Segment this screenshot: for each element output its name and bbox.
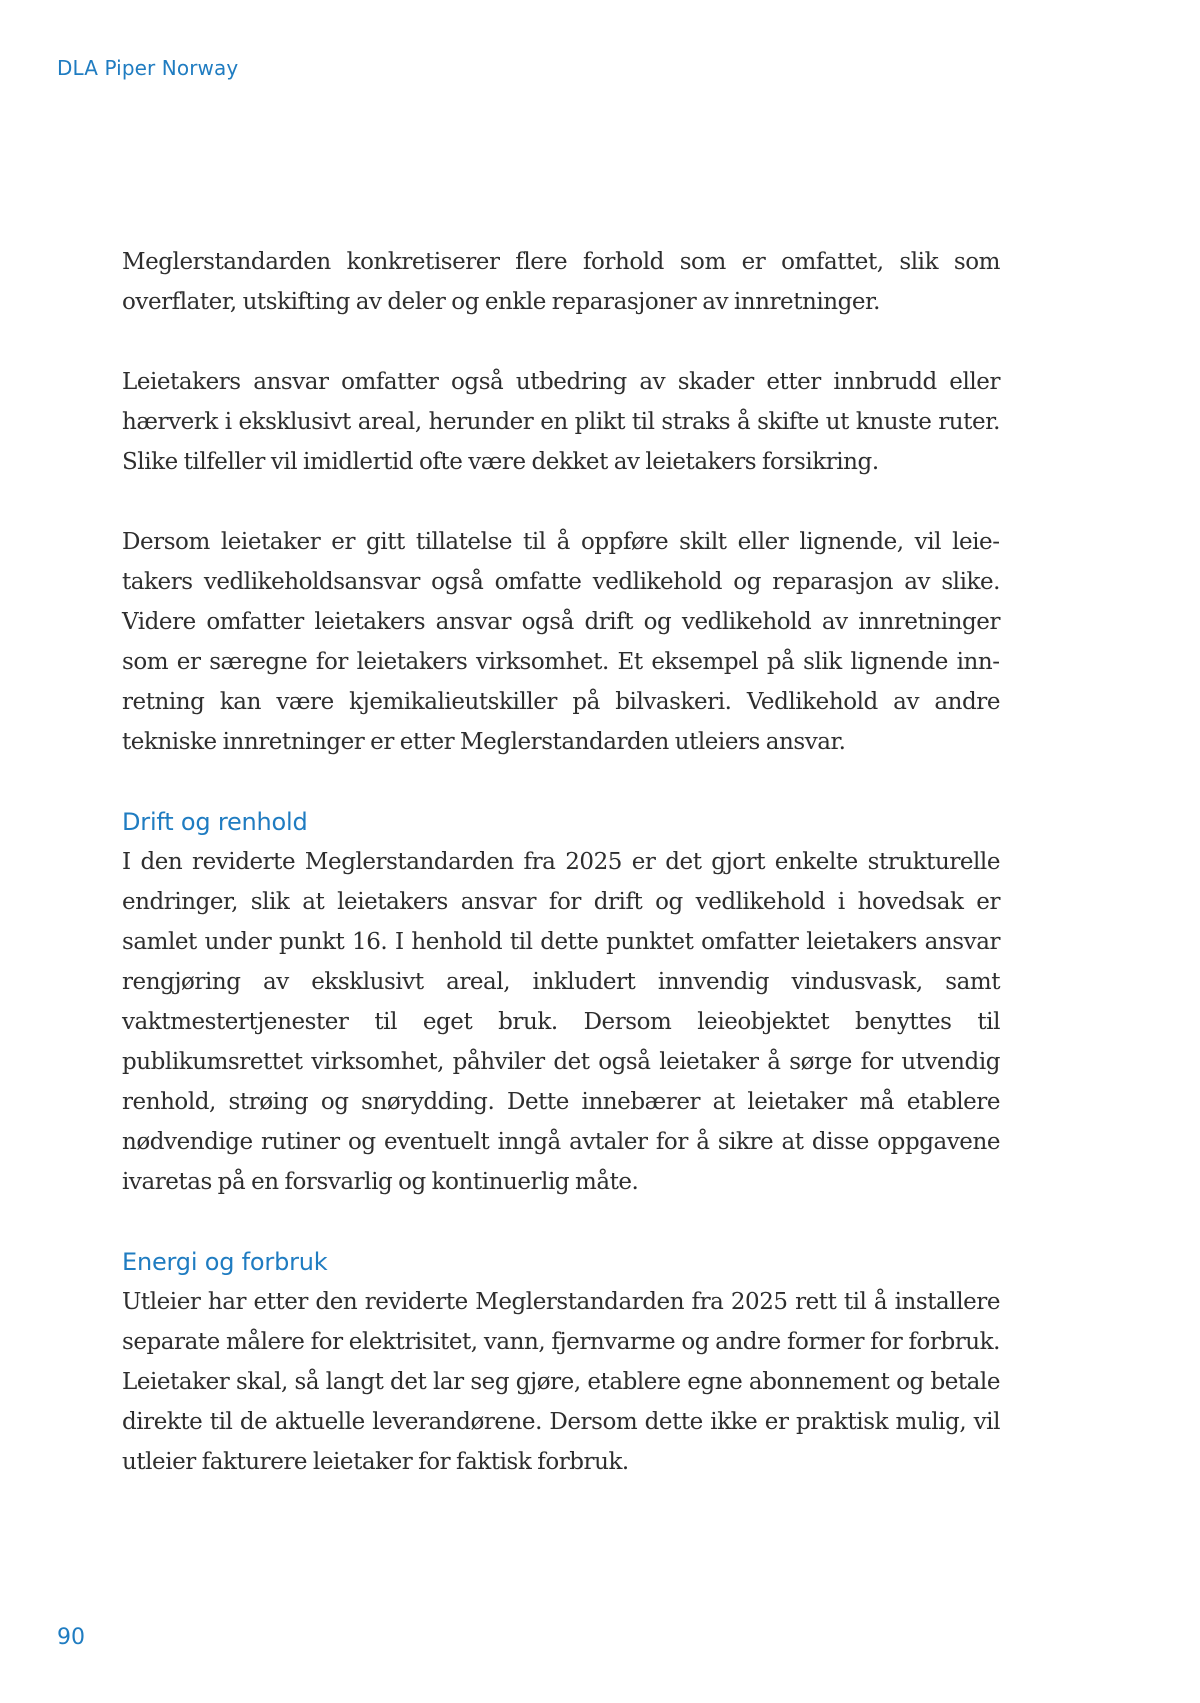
page-body [122, 242, 1000, 1522]
section-heading-energi-og-forbruk: Energi og forbruk [122, 1248, 328, 1276]
running-header: DLA Piper Norway [57, 56, 239, 80]
page-number: 90 [57, 1625, 85, 1650]
body-paragraph: Dersom leietaker er gitt tillatelse til å oppføre skilt eller lignende, vil leietakers vedlikeholdsansvar også omfatte vedlikehold og reparasjon av slike. Videre omfatter leietakers ansvar også drift og vedlikehold av innretninger som er særegne for leietakers virksomhet. Et eksempel på slik lignende innretning kan være kjemikalieutskiller på bilvaskeri. Vedlikehold av andre tekniske innretninger er etter Meglerstandarden utleiers ansvar. [122, 529, 1000, 755]
section-paragraph: I den reviderte Meglerstandarden fra 2025 er det gjort enkelte strukturelle endringer, slik at leietakers ansvar for drift og vedlikehold i hovedsak er samlet under punkt 16. I henhold til dette punktet omfatter leietakers ansvar rengjøring av eksklusivt areal, inkludert innvendig vindusvask, samt vaktmestertjenester til eget bruk. Dersom leieobjektet benyttes til publikumsrettet virksomhet, påhviler det også leietaker å sørge for utvendig renhold, strøing og snørydding. Dette innebærer at leietaker må etablere nødvendige rutiner og eventuelt inngå avtaler for å sikre at disse oppgavene ivaretas på en forsvarlig og kontinuerlig måte. [122, 849, 1000, 1195]
body-paragraph: Meglerstandarden konkretiserer flere forhold som er omfattet, slik som overflater, utskifting av deler og enkle reparasjoner av innretninger. [122, 249, 1000, 315]
section-paragraph: Utleier har etter den reviderte Meglerstandarden fra 2025 rett til å installere separate målere for elektrisitet, vann, fjernvarme og andre former for forbruk. Leietaker skal, så langt det lar seg gjøre, etablere egne abonnement og betale direkte til de aktuelle leverandørene. Dersom dette ikke er praktisk mulig, vil utleier fakturere leietaker for faktisk forbruk. [122, 1289, 1000, 1475]
body-paragraph: Leietakers ansvar omfatter også utbedring av skader etter innbrudd eller hærverk i eksklusivt areal, herunder en plikt til straks å skifte ut knuste ruter. Slike tilfeller vil imidlertid ofte være dekket av leietakers forsikring. [122, 369, 1000, 475]
section-heading-drift-og-renhold: Drift og renhold [122, 808, 308, 836]
